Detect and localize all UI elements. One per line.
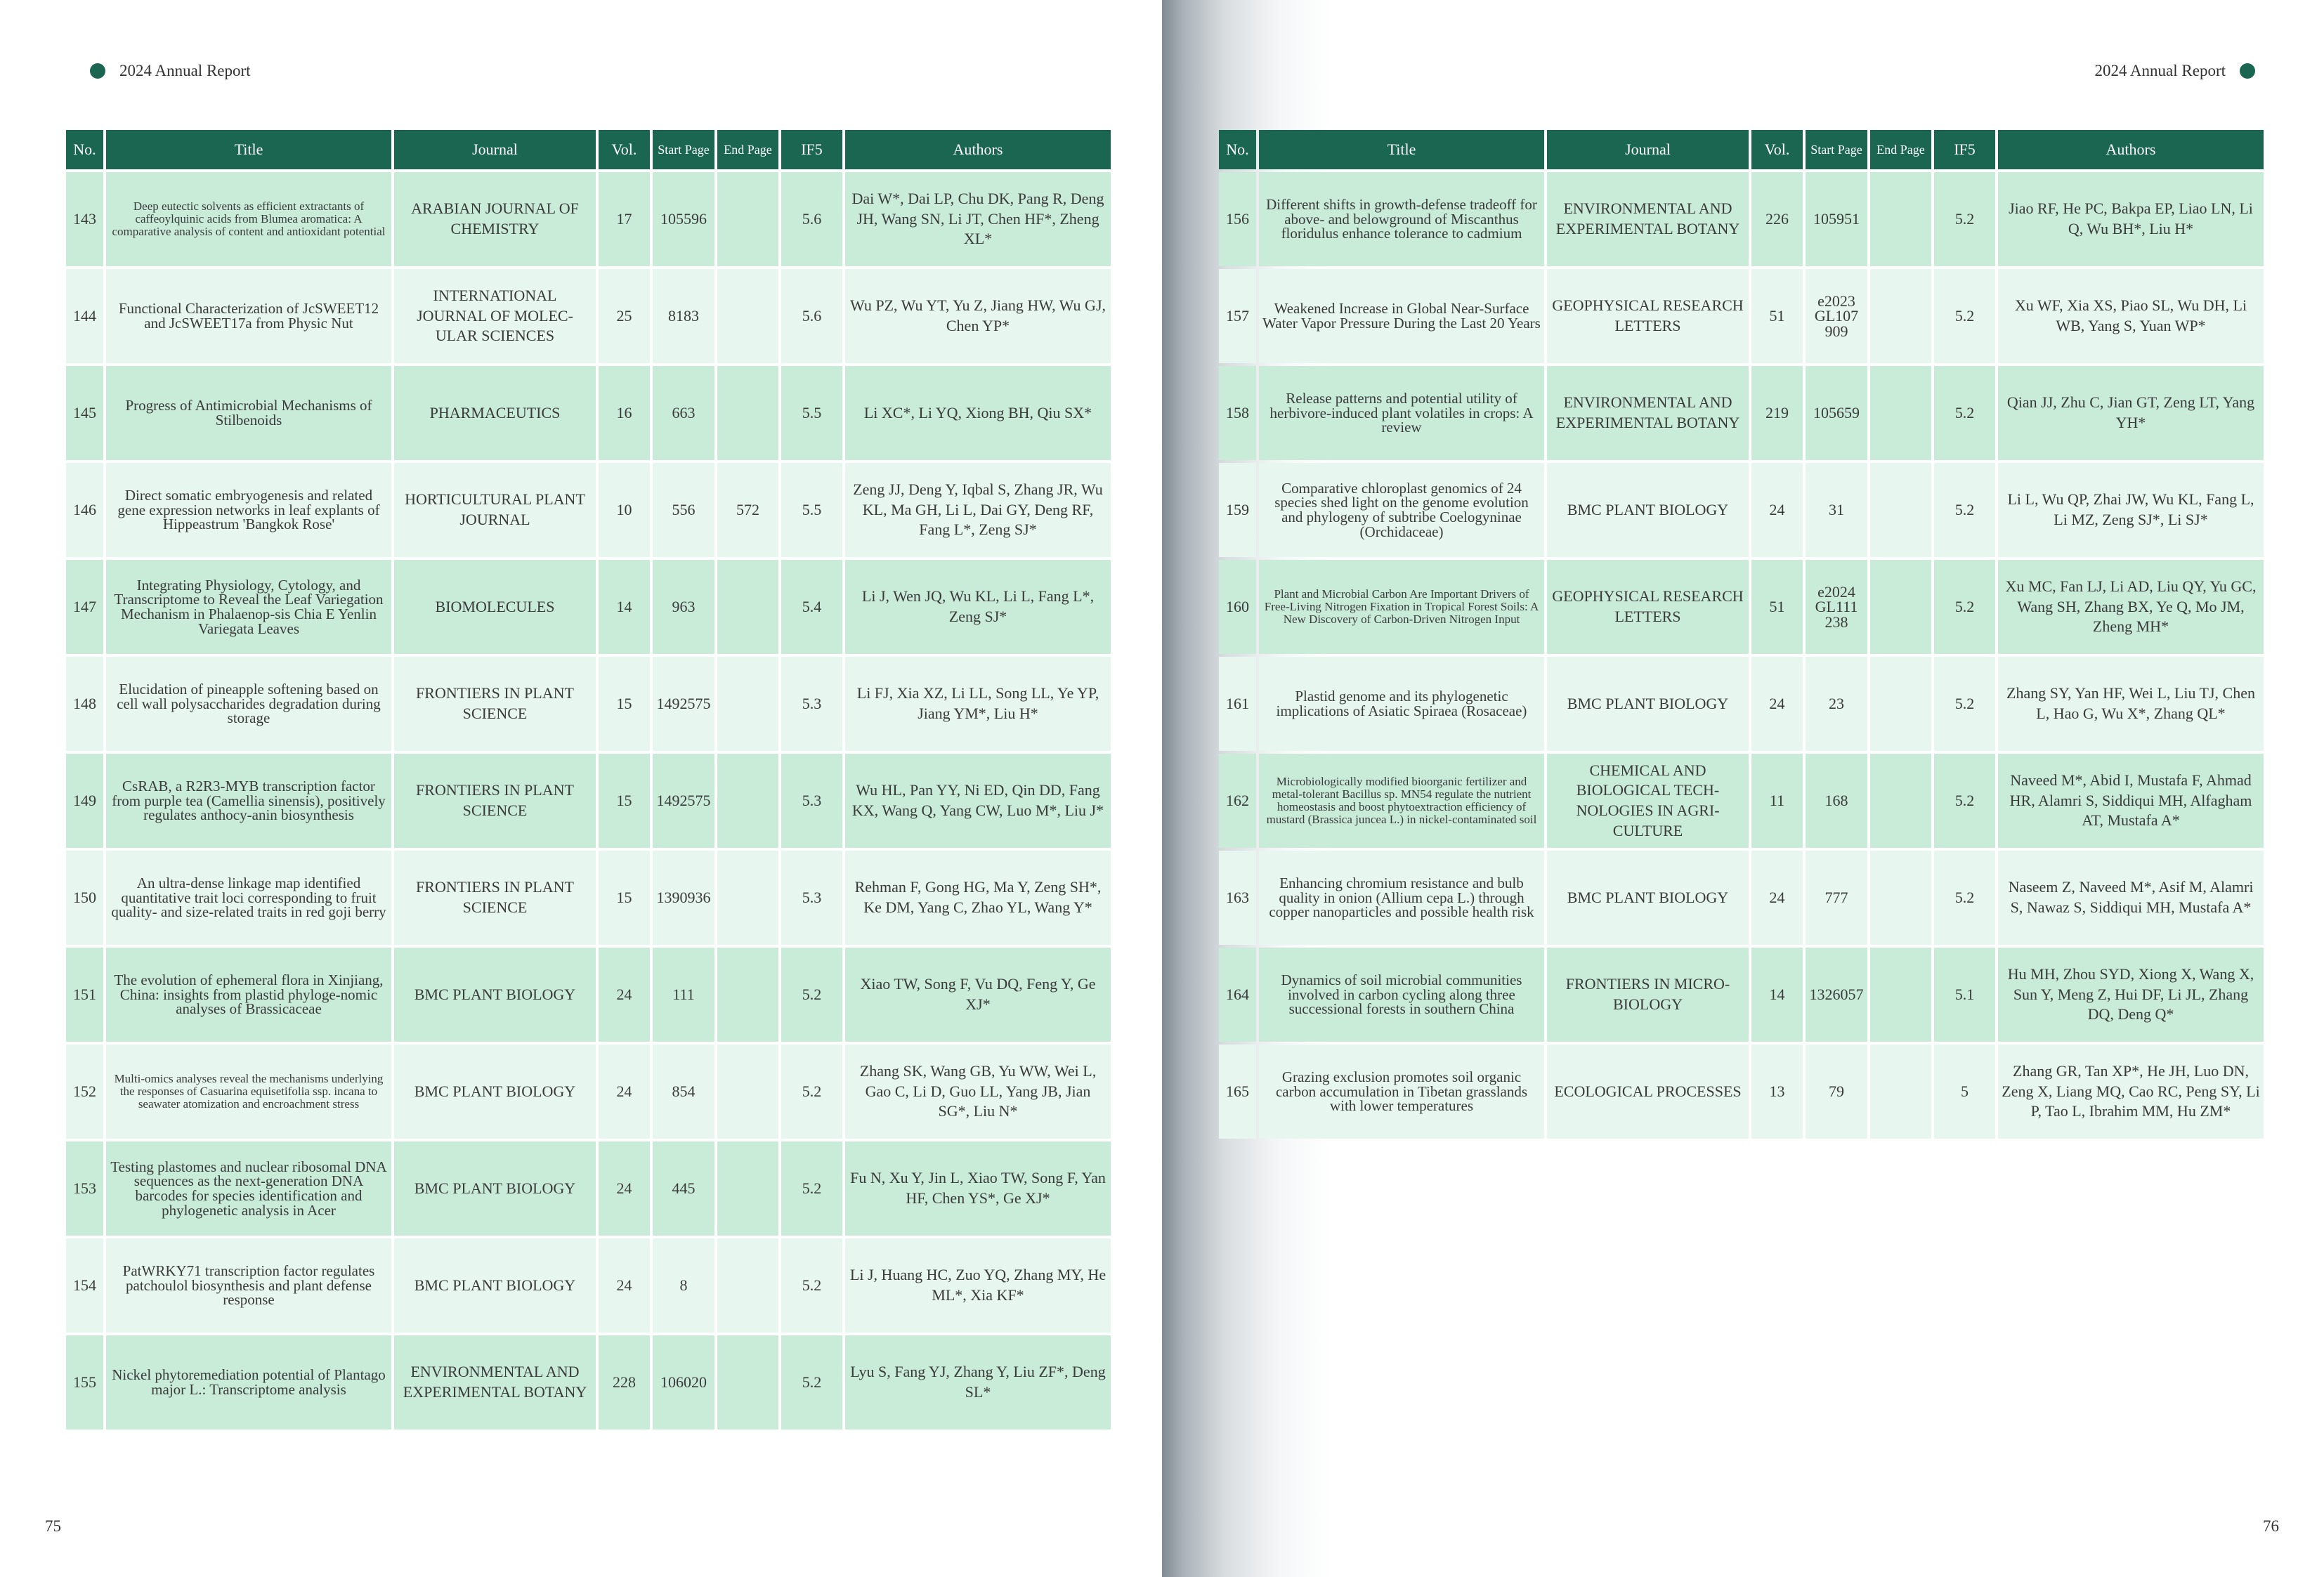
cell-title: Direct somatic embryogenesis and related gene expression networks in leaf explants of Hippeastrum 'Bangkok Rose': [106, 463, 391, 557]
cell-journal: ENVIRONMENTAL AND EXPERIMENTAL BOTANY: [1547, 366, 1749, 460]
cell-end-page: [1870, 657, 1931, 751]
cell-start-page: 105659: [1806, 366, 1867, 460]
table-row: [1219, 172, 2264, 266]
col-if5: IF5: [781, 130, 842, 169]
cell-no: 152: [66, 1045, 103, 1139]
cell-vol: 24: [599, 1238, 650, 1333]
col-no: No.: [66, 130, 103, 169]
cell-journal: BMC PLANT BIOLOGY: [1547, 851, 1749, 945]
cell-vol: 25: [599, 269, 650, 363]
cell-no: 165: [1219, 1045, 1256, 1139]
cell-journal: BMC PLANT BIOLOGY: [1547, 463, 1749, 557]
cell-title: An ultra-dense linkage map identified quantitative trait loci corresponding to fruit quality- and size-related traits in red goji berry: [106, 851, 391, 945]
table-row: [1219, 754, 2264, 848]
col-vol: Vol.: [1751, 130, 1803, 169]
cell-start-page: 1326057: [1806, 948, 1867, 1042]
cell-if5: 5: [1934, 1045, 1995, 1139]
col-start-page: Start Page: [653, 130, 714, 169]
cell-start-page: 854: [653, 1045, 714, 1139]
table-row: [1219, 1045, 2264, 1139]
cell-start-page: 445: [653, 1141, 714, 1236]
cell-journal: BMC PLANT BIOLOGY: [394, 1141, 596, 1236]
cell-no: 163: [1219, 851, 1256, 945]
cell-vol: 15: [599, 754, 650, 848]
cell-authors: Xu MC, Fan LJ, Li AD, Liu QY, Yu GC, Wang SH, Zhang BX, Ye Q, Mo JM, Zheng MH*: [1998, 560, 2264, 654]
cell-authors: Li L, Wu QP, Zhai JW, Wu KL, Fang L, Li MZ, Zeng SJ*, Li SJ*: [1998, 463, 2264, 557]
cell-title: Different shifts in growth-defense tradeoff for above- and belowground of Miscanthus floridulus enhance tolerance to cadmium: [1259, 172, 1544, 266]
cell-title: Plant and Microbial Carbon Are Important Drivers of Free-Living Nitrogen Fixation in Tropical Forest Soils: A New Discovery of Carbon-Driven Nitrogen Input: [1259, 560, 1544, 654]
table-row: [66, 1141, 1111, 1236]
cell-journal: FRONTIERS IN PLANT SCIENCE: [394, 657, 596, 751]
cell-vol: 14: [1751, 948, 1803, 1042]
cell-if5: 5.6: [781, 269, 842, 363]
cell-no: 143: [66, 172, 103, 266]
cell-vol: 15: [599, 851, 650, 945]
table-row: [66, 463, 1111, 557]
cell-authors: Li FJ, Xia XZ, Li LL, Song LL, Ye YP, Jiang YM*, Liu H*: [845, 657, 1111, 751]
cell-title: Integrating Physiology, Cytology, and Transcriptome to Reveal the Leaf Variegation Mechanism in Phalaenop-sis Chia E Yenlin Variegata Leaves: [106, 560, 391, 654]
cell-authors: Zhang SK, Wang GB, Yu WW, Wei L, Gao C, Li D, Guo LL, Yang JB, Jian SG*, Liu N*: [845, 1045, 1111, 1139]
cell-no: 161: [1219, 657, 1256, 751]
cell-if5: 5.3: [781, 657, 842, 751]
table-row: [1219, 657, 2264, 751]
bullet-dot-icon: [90, 63, 105, 79]
cell-if5: 5.2: [1934, 851, 1995, 945]
cell-title: Microbiologically modified bioorganic fertilizer and metal-tolerant Bacillus sp. MN54 regulate the nutrient homeostasis and boost phytoextraction efficiency of mustard (Brassica juncea L.) in nickel-contaminated soil: [1259, 754, 1544, 848]
cell-authors: Zeng JJ, Deng Y, Iqbal S, Zhang JR, Wu KL, Ma GH, Li L, Dai GY, Deng RF, Fang L*, Zeng SJ*: [845, 463, 1111, 557]
col-title: Title: [1259, 130, 1544, 169]
cell-no: 158: [1219, 366, 1256, 460]
cell-no: 150: [66, 851, 103, 945]
cell-authors: Fu N, Xu Y, Jin L, Xiao TW, Song F, Yan HF, Chen YS*, Ge XJ*: [845, 1141, 1111, 1236]
cell-end-page: [1870, 851, 1931, 945]
cell-vol: 16: [599, 366, 650, 460]
cell-no: 154: [66, 1238, 103, 1333]
cell-vol: 219: [1751, 366, 1803, 460]
cell-end-page: [1870, 560, 1931, 654]
col-if5: IF5: [1934, 130, 1995, 169]
table-row: [66, 366, 1111, 460]
table-row: [1219, 463, 2264, 557]
cell-end-page: [1870, 172, 1931, 266]
cell-no: 164: [1219, 948, 1256, 1042]
cell-start-page: 106020: [653, 1335, 714, 1429]
cell-authors: Xu WF, Xia XS, Piao SL, Wu DH, Li WB, Yang S, Yuan WP*: [1998, 269, 2264, 363]
page-number-right: 76: [2263, 1517, 2279, 1535]
cell-no: 145: [66, 366, 103, 460]
col-journal: Journal: [394, 130, 596, 169]
cell-if5: 5.6: [781, 172, 842, 266]
cell-title: Deep eutectic solvents as efficient extractants of caffeoylquinic acids from Blumea aromatica: A comparative analysis of content and antioxidant potential: [106, 172, 391, 266]
table-row: [66, 1335, 1111, 1429]
cell-title: Progress of Antimicrobial Mechanisms of Stilbenoids: [106, 366, 391, 460]
cell-authors: Li J, Huang HC, Zuo YQ, Zhang MY, He ML*, Xia KF*: [845, 1238, 1111, 1333]
cell-end-page: [717, 366, 778, 460]
cell-start-page: 1492575: [653, 657, 714, 751]
cell-authors: Rehman F, Gong HG, Ma Y, Zeng SH*, Ke DM, Yang C, Zhao YL, Wang Y*: [845, 851, 1111, 945]
publication-table-left: [63, 127, 1114, 1432]
cell-end-page: [1870, 754, 1931, 848]
cell-no: 157: [1219, 269, 1256, 363]
cell-end-page: [717, 1335, 778, 1429]
cell-no: 153: [66, 1141, 103, 1236]
cell-end-page: [717, 851, 778, 945]
cell-authors: Lyu S, Fang YJ, Zhang Y, Liu ZF*, Deng SL*: [845, 1335, 1111, 1429]
cell-start-page: 8183: [653, 269, 714, 363]
table-row: [66, 560, 1111, 654]
cell-journal: BMC PLANT BIOLOGY: [394, 1238, 596, 1333]
cell-no: 155: [66, 1335, 103, 1429]
cell-end-page: [717, 560, 778, 654]
cell-vol: 15: [599, 657, 650, 751]
cell-if5: 5.5: [781, 463, 842, 557]
cell-start-page: e2023 GL107 909: [1806, 269, 1867, 363]
cell-title: Weakened Increase in Global Near-Surface Water Vapor Pressure During the Last 20 Years: [1259, 269, 1544, 363]
cell-authors: Wu PZ, Wu YT, Yu Z, Jiang HW, Wu GJ, Chen YP*: [845, 269, 1111, 363]
cell-journal: GEOPHYSICAL RESEARCH LETTERS: [1547, 269, 1749, 363]
cell-no: 148: [66, 657, 103, 751]
cell-if5: 5.2: [1934, 172, 1995, 266]
cell-vol: 24: [1751, 657, 1803, 751]
cell-journal: ARABIAN JOURNAL OF CHEMISTRY: [394, 172, 596, 266]
cell-title: Testing plastomes and nuclear ribosomal DNA sequences as the next-generation DNA barcodes for species identification and phylogenetic analysis in Acer: [106, 1141, 391, 1236]
cell-end-page: [717, 1238, 778, 1333]
cell-vol: 11: [1751, 754, 1803, 848]
table-row: [1219, 851, 2264, 945]
cell-journal: HORTICULTURAL PLANT JOURNAL: [394, 463, 596, 557]
cell-if5: 5.1: [1934, 948, 1995, 1042]
cell-start-page: 777: [1806, 851, 1867, 945]
table-row: [66, 948, 1111, 1042]
cell-if5: 5.2: [1934, 657, 1995, 751]
cell-end-page: [1870, 1045, 1931, 1139]
cell-if5: 5.2: [781, 1335, 842, 1429]
cell-no: 151: [66, 948, 103, 1042]
col-end-page: End Page: [717, 130, 778, 169]
cell-end-page: [717, 269, 778, 363]
cell-no: 162: [1219, 754, 1256, 848]
cell-title: Elucidation of pineapple softening based on cell wall polysaccharides degradation during storage: [106, 657, 391, 751]
right-page: [1162, 0, 2324, 1577]
cell-no: 156: [1219, 172, 1256, 266]
cell-end-page: [717, 1141, 778, 1236]
col-end-page: End Page: [1870, 130, 1931, 169]
cell-journal: ECOLOGICAL PROCESSES: [1547, 1045, 1749, 1139]
cell-if5: 5.3: [781, 754, 842, 848]
cell-if5: 5.2: [1934, 269, 1995, 363]
cell-if5: 5.2: [1934, 366, 1995, 460]
cell-start-page: 663: [653, 366, 714, 460]
cell-authors: Wu HL, Pan YY, Ni ED, Qin DD, Fang KX, Wang Q, Yang CW, Luo M*, Liu J*: [845, 754, 1111, 848]
table-row: [66, 1238, 1111, 1333]
cell-authors: Hu MH, Zhou SYD, Xiong X, Wang X, Sun Y, Meng Z, Hui DF, Li JL, Zhang DQ, Deng Q*: [1998, 948, 2264, 1042]
cell-journal: FRONTIERS IN PLANT SCIENCE: [394, 754, 596, 848]
col-start-page: Start Page: [1806, 130, 1867, 169]
table-row: [66, 754, 1111, 848]
cell-journal: BMC PLANT BIOLOGY: [394, 1045, 596, 1139]
col-authors: Authors: [845, 130, 1111, 169]
col-title: Title: [106, 130, 391, 169]
cell-if5: 5.2: [1934, 754, 1995, 848]
col-authors: Authors: [1998, 130, 2264, 169]
col-vol: Vol.: [599, 130, 650, 169]
cell-authors: Jiao RF, He PC, Bakpa EP, Liao LN, Li Q, Wu BH*, Liu H*: [1998, 172, 2264, 266]
cell-start-page: 111: [653, 948, 714, 1042]
cell-start-page: 105596: [653, 172, 714, 266]
cell-vol: 14: [599, 560, 650, 654]
cell-end-page: [1870, 948, 1931, 1042]
table-row: [1219, 560, 2264, 654]
cell-if5: 5.5: [781, 366, 842, 460]
header-title: 2024 Annual Report: [2094, 62, 2226, 79]
cell-journal: BIOMOLECULES: [394, 560, 596, 654]
cell-journal: GEOPHYSICAL RESEARCH LETTERS: [1547, 560, 1749, 654]
cell-if5: 5.2: [781, 1045, 842, 1139]
cell-start-page: 23: [1806, 657, 1867, 751]
cell-title: Functional Characterization of JcSWEET12 and JcSWEET17a from Physic Nut: [106, 269, 391, 363]
cell-authors: Zhang GR, Tan XP*, He JH, Luo DN, Zeng X, Liang MQ, Cao RC, Peng SY, Li P, Tao L, Ibrahim MM, Hu ZM*: [1998, 1045, 2264, 1139]
cell-if5: 5.2: [1934, 560, 1995, 654]
cell-start-page: 31: [1806, 463, 1867, 557]
table-header-row: [1219, 130, 2264, 169]
cell-authors: Li J, Wen JQ, Wu KL, Li L, Fang L*, Zeng SJ*: [845, 560, 1111, 654]
cell-journal: FRONTIERS IN PLANT SCIENCE: [394, 851, 596, 945]
cell-no: 159: [1219, 463, 1256, 557]
cell-no: 149: [66, 754, 103, 848]
bullet-dot-icon: [2240, 63, 2255, 79]
cell-start-page: 8: [653, 1238, 714, 1333]
cell-end-page: [1870, 269, 1931, 363]
cell-vol: 13: [1751, 1045, 1803, 1139]
page-number-left: 75: [45, 1517, 61, 1535]
cell-start-page: 1390936: [653, 851, 714, 945]
cell-if5: 5.2: [781, 1238, 842, 1333]
table-row: [66, 269, 1111, 363]
cell-vol: 51: [1751, 269, 1803, 363]
cell-authors: Zhang SY, Yan HF, Wei L, Liu TJ, Chen L, Hao G, Wu X*, Zhang QL*: [1998, 657, 2264, 751]
cell-authors: Dai W*, Dai LP, Chu DK, Pang R, Deng JH, Wang SN, Li JT, Chen HF*, Zheng XL*: [845, 172, 1111, 266]
cell-title: Enhancing chromium resistance and bulb quality in onion (Allium cepa L.) through copper nanoparticles and possible health risk: [1259, 851, 1544, 945]
table-row: [66, 1045, 1111, 1139]
cell-vol: 228: [599, 1335, 650, 1429]
table-row: [1219, 366, 2264, 460]
cell-end-page: [717, 172, 778, 266]
cell-vol: 226: [1751, 172, 1803, 266]
cell-end-page: [717, 657, 778, 751]
table-row: [66, 657, 1111, 751]
cell-title: CsRAB, a R2R3-MYB transcription factor from purple tea (Camellia sinensis), positively regulates anthocy-anin biosynthesis: [106, 754, 391, 848]
cell-journal: FRONTIERS IN MICRO-BIOLOGY: [1547, 948, 1749, 1042]
cell-end-page: [717, 948, 778, 1042]
col-no: No.: [1219, 130, 1256, 169]
cell-authors: Naveed M*, Abid I, Mustafa F, Ahmad HR, Alamri S, Siddiqui MH, Alfagham AT, Mustafa A*: [1998, 754, 2264, 848]
cell-start-page: 105951: [1806, 172, 1867, 266]
cell-vol: 24: [599, 948, 650, 1042]
cell-journal: PHARMACEUTICS: [394, 366, 596, 460]
cell-end-page: 572: [717, 463, 778, 557]
cell-no: 160: [1219, 560, 1256, 654]
cell-vol: 24: [1751, 851, 1803, 945]
cell-end-page: [1870, 366, 1931, 460]
cell-if5: 5.2: [1934, 463, 1995, 557]
table-header-row: [66, 130, 1111, 169]
cell-vol: 24: [1751, 463, 1803, 557]
header-title: 2024 Annual Report: [119, 62, 251, 79]
cell-no: 144: [66, 269, 103, 363]
cell-journal: CHEMICAL AND BIOLOGICAL TECH-NOLOGIES IN AGRI-CULTURE: [1547, 754, 1749, 848]
cell-end-page: [717, 754, 778, 848]
col-journal: Journal: [1547, 130, 1749, 169]
cell-start-page: e2024 GL111 238: [1806, 560, 1867, 654]
cell-authors: Xiao TW, Song F, Vu DQ, Feng Y, Ge XJ*: [845, 948, 1111, 1042]
cell-title: Grazing exclusion promotes soil organic carbon accumulation in Tibetan grasslands with lower temperatures: [1259, 1045, 1544, 1139]
cell-if5: 5.4: [781, 560, 842, 654]
cell-start-page: 963: [653, 560, 714, 654]
cell-vol: 51: [1751, 560, 1803, 654]
right-running-header: [2094, 62, 2255, 80]
cell-authors: Li XC*, Li YQ, Xiong BH, Qiu SX*: [845, 366, 1111, 460]
cell-title: Dynamics of soil microbial communities involved in carbon cycling along three successional forests in southern China: [1259, 948, 1544, 1042]
cell-title: Release patterns and potential utility of herbivore-induced plant volatiles in crops: A review: [1259, 366, 1544, 460]
table-row: [1219, 269, 2264, 363]
cell-end-page: [1870, 463, 1931, 557]
cell-journal: ENVIRONMENTAL AND EXPERIMENTAL BOTANY: [1547, 172, 1749, 266]
cell-start-page: 168: [1806, 754, 1867, 848]
table-row: [66, 851, 1111, 945]
cell-start-page: 79: [1806, 1045, 1867, 1139]
cell-vol: 17: [599, 172, 650, 266]
cell-if5: 5.2: [781, 1141, 842, 1236]
cell-title: PatWRKY71 transcription factor regulates patchoulol biosynthesis and plant defense response: [106, 1238, 391, 1333]
cell-if5: 5.3: [781, 851, 842, 945]
cell-title: Multi-omics analyses reveal the mechanisms underlying the responses of Casuarina equisetifolia ssp. incana to seawater atomization and encroachment stress: [106, 1045, 391, 1139]
cell-journal: INTERNATIONAL JOURNAL OF MOLEC-ULAR SCIENCES: [394, 269, 596, 363]
cell-authors: Qian JJ, Zhu C, Jian GT, Zeng LT, Yang YH*: [1998, 366, 2264, 460]
cell-journal: BMC PLANT BIOLOGY: [1547, 657, 1749, 751]
cell-if5: 5.2: [781, 948, 842, 1042]
cell-title: Comparative chloroplast genomics of 24 species shed light on the genome evolution and phylogeny of subtribe Coelogyninae (Orchidaceae): [1259, 463, 1544, 557]
cell-authors: Naseem Z, Naveed M*, Asif M, Alamri S, Nawaz S, Siddiqui MH, Mustafa A*: [1998, 851, 2264, 945]
publication-table-right: [1216, 127, 2266, 1141]
table-row: [66, 172, 1111, 266]
cell-journal: ENVIRONMENTAL AND EXPERIMENTAL BOTANY: [394, 1335, 596, 1429]
cell-no: 147: [66, 560, 103, 654]
cell-start-page: 556: [653, 463, 714, 557]
left-running-header: [90, 62, 251, 80]
table-row: [1219, 948, 2264, 1042]
cell-end-page: [717, 1045, 778, 1139]
cell-title: Nickel phytoremediation potential of Plantago major L.: Transcriptome analysis: [106, 1335, 391, 1429]
cell-vol: 24: [599, 1141, 650, 1236]
cell-title: The evolution of ephemeral flora in Xinjiang, China: insights from plastid phyloge-nomic analyses of Brassicaceae: [106, 948, 391, 1042]
cell-title: Plastid genome and its phylogenetic implications of Asiatic Spiraea (Rosaceae): [1259, 657, 1544, 751]
cell-vol: 10: [599, 463, 650, 557]
cell-vol: 24: [599, 1045, 650, 1139]
cell-journal: BMC PLANT BIOLOGY: [394, 948, 596, 1042]
cell-no: 146: [66, 463, 103, 557]
cell-start-page: 1492575: [653, 754, 714, 848]
